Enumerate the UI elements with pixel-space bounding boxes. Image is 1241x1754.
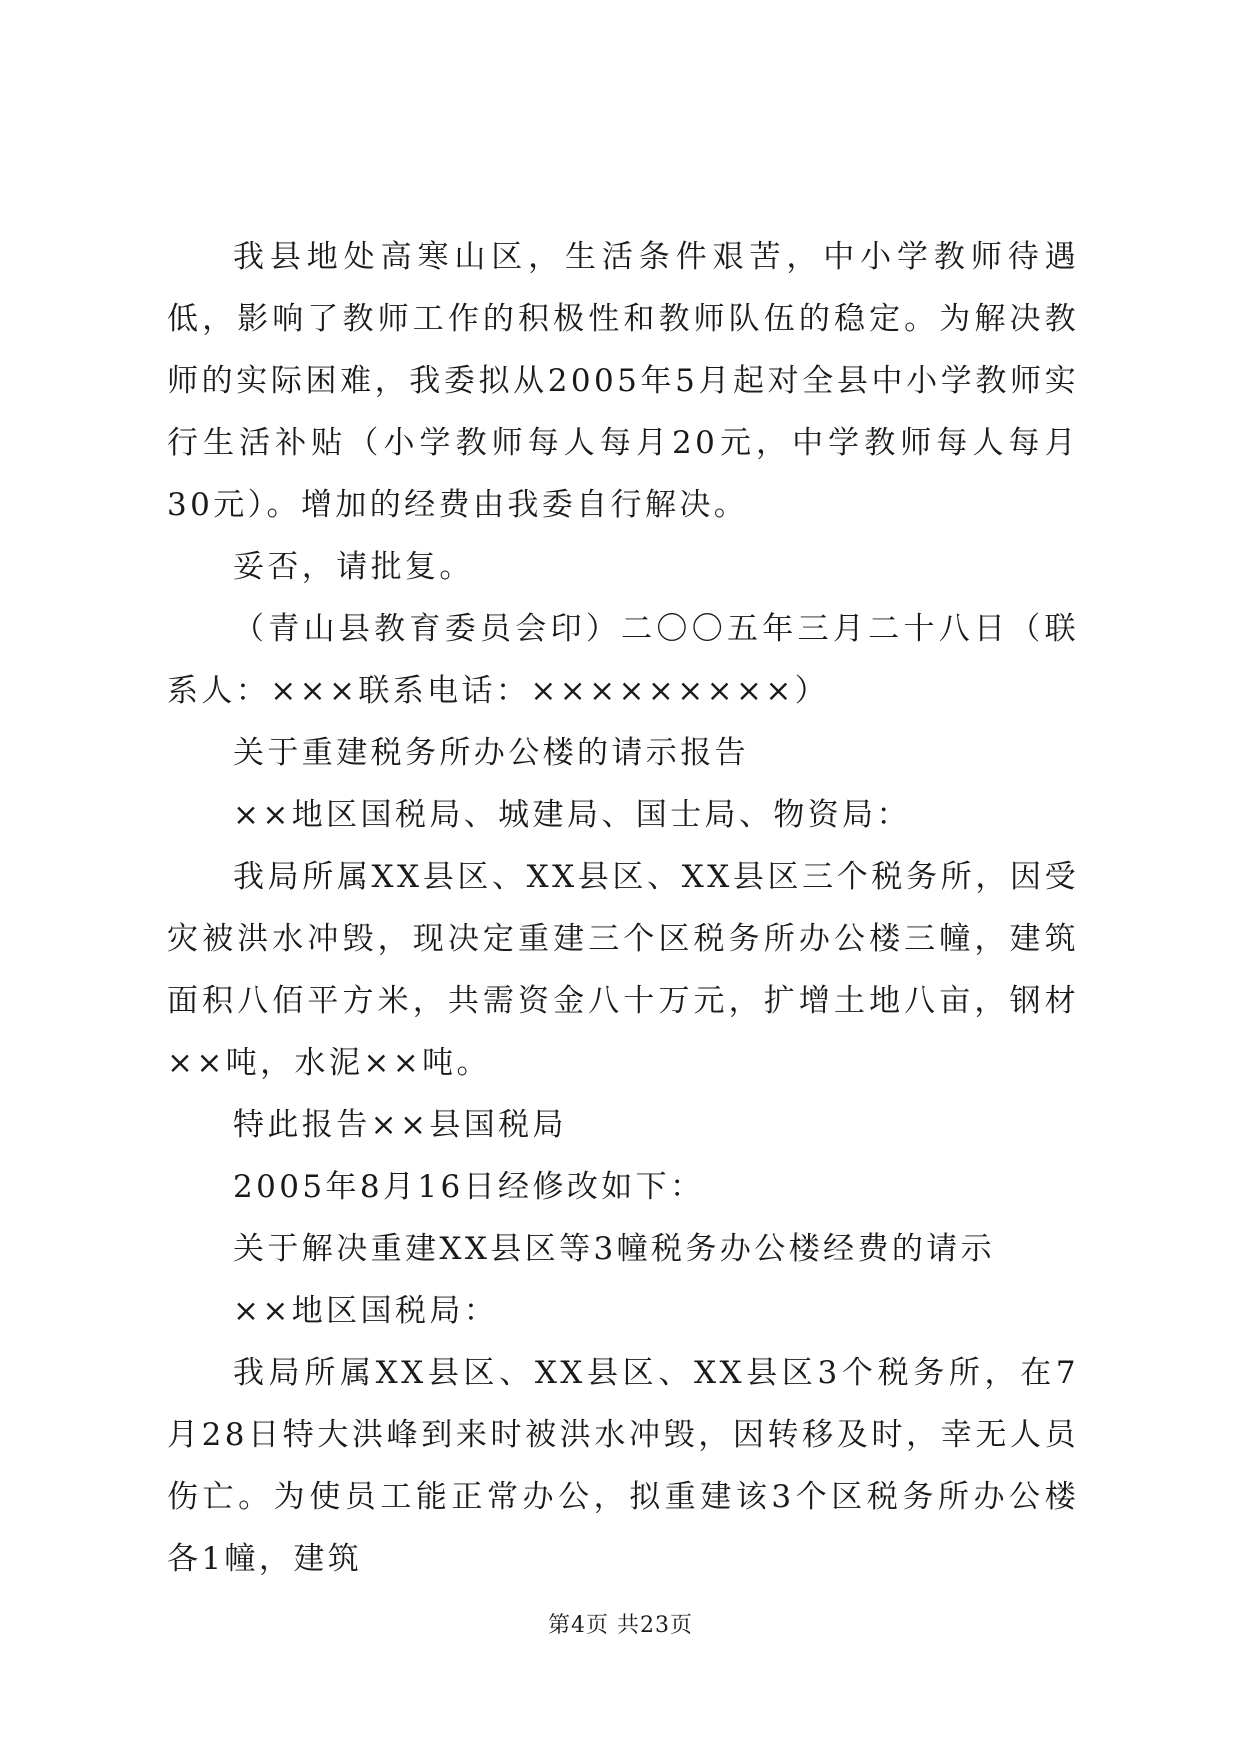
paragraph-report-signoff: 特此报告××县国税局: [233, 1107, 567, 1143]
paragraph-recipients: ××地区国税局、城建局、国士局、物资局：: [233, 797, 911, 833]
document-body: [167, 226, 1079, 1590]
paragraph-report-title: 关于重建税务所办公楼的请示报告: [233, 735, 749, 771]
paragraph-revised-title: 关于解决重建XX县区等3幢税务办公楼经费的请示: [233, 1231, 996, 1267]
paragraph-rebuild-details: 我局所属XX县区、XX县区、XX县区三个税务所，因受灾被洪水冲毁，现决定重建三个区税务所办公楼三幢，建筑面积八佰平方米，共需资金八十万元，扩增土地八亩，钢材××吨，水泥××吨。: [167, 859, 1079, 1081]
page-number: 第4页 共23页: [548, 1613, 693, 1638]
paragraph-revision-date: 2005年8月16日经修改如下：: [233, 1169, 705, 1205]
paragraph-teacher-subsidy: 我县地处高寒山区，生活条件艰苦，中小学教师待遇低，影响了教师工作的积极性和教师队伍的稳定。为解决教师的实际困难，我委拟从2005年5月起对全县中小学教师实行生活补贴（小学教师每人每月20元，中学教师每人每月30元）。增加的经费由我委自行解决。: [167, 239, 1079, 523]
paragraph-revised-recipient: ××地区国税局：: [233, 1293, 499, 1329]
paragraph-revised-details: 我局所属XX县区、XX县区、XX县区3个税务所，在7月28日特大洪峰到来时被洪水冲毁，因转移及时，幸无人员伤亡。为使员工能正常办公，拟重建该3个区税务所办公楼各1幢，建筑: [167, 1355, 1079, 1577]
paragraph-approval-request: 妥否，请批复。: [233, 549, 474, 585]
paragraph-signature-contact: （青山县教育委员会印）二〇〇五年三月二十八日（联系人：×××联系电话：×××××××××）: [167, 611, 1079, 709]
